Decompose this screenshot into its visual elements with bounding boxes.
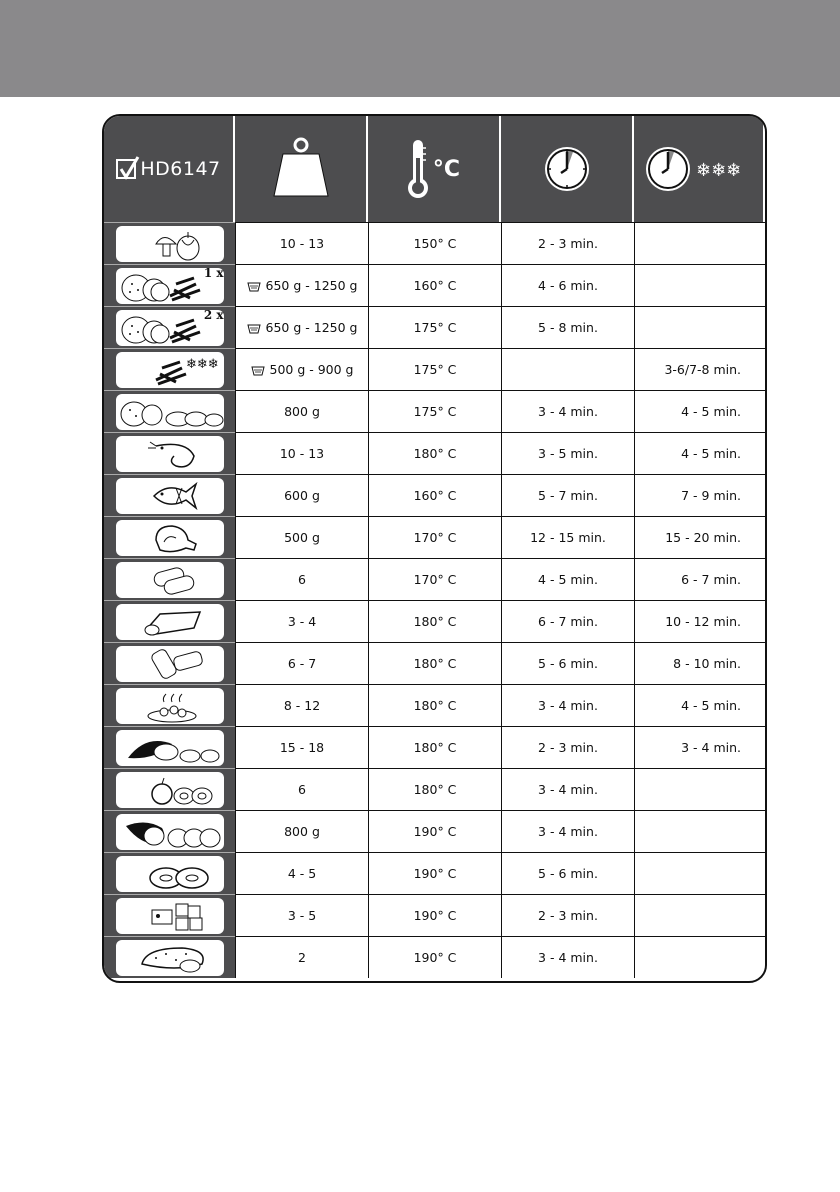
meat-roll-icon (116, 604, 224, 640)
amount-cell-text: 10 - 13 (279, 446, 325, 461)
cheese-cubes-icon (116, 898, 224, 934)
time-cell (501, 390, 634, 432)
time-cell-text: 3 - 4 min. (538, 698, 598, 713)
amount-cell-text: 6 - 7 (287, 656, 317, 671)
basket-icon (251, 364, 265, 376)
temperature-cell-text: 150° C (413, 236, 457, 251)
food-icon-cell (104, 432, 235, 474)
food-icon-cell (104, 306, 235, 348)
amount-cell (235, 684, 368, 726)
amount-cell-text: 650 g - 1250 g (265, 278, 358, 293)
frozen-time-cell-text: 3 - 4 min. (681, 740, 741, 755)
food-icon-cell (104, 516, 235, 558)
table-grid (104, 116, 765, 981)
eggplant-slices-icon (116, 814, 224, 850)
temperature-cell (368, 894, 501, 936)
food-icon-cell (104, 642, 235, 684)
temperature-cell (368, 516, 501, 558)
time-cell (501, 936, 634, 978)
frozen-time-cell-text: 8 - 10 min. (673, 656, 741, 671)
food-icon-cell (104, 894, 235, 936)
amount-cell-text: 650 g - 1250 g (265, 320, 358, 335)
temperature-cell-text: 190° C (413, 866, 457, 881)
amount-cell (235, 810, 368, 852)
frozen-time-cell-text: 4 - 5 min. (681, 404, 741, 419)
temperature-cell (368, 348, 501, 390)
temperature-cell (368, 768, 501, 810)
time-cell (501, 852, 634, 894)
food-icon-cell (104, 264, 235, 306)
time-cell-text: 3 - 4 min. (538, 404, 598, 419)
food-icon-cell (104, 684, 235, 726)
food-icon-cell (104, 390, 235, 432)
amount-cell (235, 600, 368, 642)
basket-icon (247, 322, 261, 334)
temperature-cell-text: 160° C (413, 278, 457, 293)
model-number: HD6147 (140, 158, 221, 180)
breaded-fillet-icon (116, 940, 224, 976)
food-icon-cell (104, 768, 235, 810)
frozen-time-cell-text: 4 - 5 min. (681, 698, 741, 713)
time-cell (501, 810, 634, 852)
potatoes-fries-icon (116, 265, 224, 304)
time-cell-text: 5 - 6 min. (538, 866, 598, 881)
thermometer-icon (407, 138, 429, 200)
temperature-cell (368, 642, 501, 684)
amount-cell (235, 852, 368, 894)
croquettes-icon (116, 562, 224, 598)
time-cell (501, 726, 634, 768)
onion-rings-icon (116, 856, 224, 892)
header-band (0, 0, 840, 97)
temperature-cell-text: 160° C (413, 488, 457, 503)
temperature-cell-text: 180° C (413, 740, 457, 755)
time-cell (501, 894, 634, 936)
batch-badge: 1 x (203, 265, 224, 280)
temperature-cell-text: 190° C (413, 824, 457, 839)
amount-cell-text: 3 - 5 (287, 908, 317, 923)
amount-cell-text: 2 (298, 950, 306, 965)
clock-icon (543, 145, 591, 193)
amount-cell-text: 10 - 13 (279, 236, 325, 251)
temperature-cell-text: 180° C (413, 614, 457, 629)
temperature-cell-text: 180° C (413, 698, 457, 713)
temperature-cell (368, 810, 501, 852)
temperature-header (368, 116, 501, 222)
frozen-time-cell (634, 600, 765, 642)
potatoes-fries-icon (116, 307, 224, 346)
svg-text:❄❄❄: ❄❄❄ (185, 356, 219, 372)
time-cell-text: 2 - 3 min. (538, 908, 598, 923)
amount-cell (235, 642, 368, 684)
time-cell-text: 4 - 6 min. (538, 278, 598, 293)
temperature-cell-text: 175° C (413, 404, 457, 419)
frozen-time-cell (634, 894, 765, 936)
amount-cell (235, 390, 368, 432)
food-icon-cell (104, 936, 235, 978)
food-icon-cell (104, 222, 235, 264)
amount-cell-text: 600 g (284, 488, 320, 503)
time-cell-text: 4 - 5 min. (538, 572, 598, 587)
temperature-cell-text: 170° C (413, 572, 457, 587)
time-cell (501, 516, 634, 558)
time-cell (501, 222, 634, 264)
amount-cell-text: 800 g (284, 404, 320, 419)
temperature-cell (368, 432, 501, 474)
temperature-cell (368, 558, 501, 600)
checkbox-icon (116, 159, 136, 179)
snack-plate-icon (116, 688, 224, 724)
temperature-cell-text: 180° C (413, 782, 457, 797)
frozen-time-cell (634, 768, 765, 810)
time-cell-text: 5 - 6 min. (538, 656, 598, 671)
amount-cell (235, 726, 368, 768)
temperature-cell-text: 170° C (413, 530, 457, 545)
food-icon-cell (104, 726, 235, 768)
amount-cell-text: 500 g (284, 530, 320, 545)
food-icon-cell (104, 558, 235, 600)
temperature-cell (368, 684, 501, 726)
amount-cell (235, 768, 368, 810)
amount-cell (235, 474, 368, 516)
time-cell-text: 3 - 4 min. (538, 824, 598, 839)
temperature-cell (368, 474, 501, 516)
time-cell (501, 348, 634, 390)
frozen-time-cell (634, 348, 765, 390)
time-cell-text: 5 - 8 min. (538, 320, 598, 335)
temperature-cell (368, 726, 501, 768)
weight-icon (270, 136, 332, 202)
amount-cell (235, 936, 368, 978)
amount-cell (235, 432, 368, 474)
frozen-time-cell (634, 264, 765, 306)
time-cell-text: 12 - 15 min. (530, 530, 606, 545)
time-cell-text: 5 - 7 min. (538, 488, 598, 503)
temperature-cell (368, 936, 501, 978)
food-icon-cell (104, 348, 235, 390)
time-cell (501, 684, 634, 726)
clock-frozen-icon (644, 145, 754, 193)
amount-cell (235, 516, 368, 558)
mushrooms-onion-icon (116, 226, 224, 262)
time-cell (501, 432, 634, 474)
frozen-time-cell-text: 10 - 12 min. (665, 614, 741, 629)
food-icon-cell (104, 852, 235, 894)
temperature-cell-text: 190° C (413, 908, 457, 923)
amount-cell-text: 3 - 4 (287, 614, 317, 629)
temperature-cell (368, 222, 501, 264)
amount-cell-text: 6 (298, 782, 306, 797)
time-cell-text: 3 - 4 min. (538, 782, 598, 797)
frozen-time-cell (634, 432, 765, 474)
frozen-fries-icon (116, 352, 224, 388)
frozen-time-cell-text: 15 - 20 min. (665, 530, 741, 545)
food-icon-cell (104, 600, 235, 642)
fish-icon (116, 478, 224, 514)
frozen-time-cell (634, 390, 765, 432)
frozen-time-cell (634, 558, 765, 600)
food-icon-cell (104, 810, 235, 852)
temperature-cell (368, 390, 501, 432)
chicken-icon (116, 520, 224, 556)
amount-cell (235, 894, 368, 936)
frozen-time-cell-text: 4 - 5 min. (681, 446, 741, 461)
temperature-cell-text: 175° C (413, 362, 457, 377)
amount-cell-text: 6 (298, 572, 306, 587)
time-cell (501, 306, 634, 348)
frozen-time-cell (634, 726, 765, 768)
amount-cell-text: 4 - 5 (287, 866, 317, 881)
mussels-icon (116, 730, 224, 766)
basket-icon (247, 280, 261, 292)
temperature-cell-text: 180° C (413, 656, 457, 671)
temperature-cell-text: 180° C (413, 446, 457, 461)
temperature-unit: °C (432, 156, 461, 182)
time-cell-text: 2 - 3 min. (538, 236, 598, 251)
temperature-cell (368, 852, 501, 894)
potato-slices-icon (116, 394, 224, 430)
time-cell (501, 264, 634, 306)
temperature-cell-text: 175° C (413, 320, 457, 335)
frozen-time-cell-text: 6 - 7 min. (681, 572, 741, 587)
time-cell-text: 3 - 4 min. (538, 950, 598, 965)
time-cell (501, 768, 634, 810)
time-cell (501, 474, 634, 516)
frozen-time-cell (634, 936, 765, 978)
time-header (501, 116, 634, 222)
time-cell (501, 600, 634, 642)
time-cell (501, 558, 634, 600)
shrimp-icon (116, 436, 224, 472)
amount-cell (235, 348, 368, 390)
time-cell (501, 642, 634, 684)
temperature-cell (368, 600, 501, 642)
temperature-cell-text: 190° C (413, 950, 457, 965)
batch-badge: 2 x (203, 307, 224, 322)
amount-cell-text: 15 - 18 (279, 740, 325, 755)
food-icon-cell (104, 474, 235, 516)
amount-cell-text: 800 g (284, 824, 320, 839)
frozen-time-cell (634, 810, 765, 852)
spring-rolls-icon (116, 646, 224, 682)
amount-cell-text: 8 - 12 (283, 698, 321, 713)
svg-text:❄❄❄: ❄❄❄ (695, 160, 741, 181)
frozen-time-cell (634, 306, 765, 348)
amount-cell (235, 264, 368, 306)
temperature-cell (368, 264, 501, 306)
frozen-time-cell (634, 516, 765, 558)
amount-header (235, 116, 368, 222)
time-cell-text: 6 - 7 min. (538, 614, 598, 629)
frozen-time-cell-text: 3-6/7-8 min. (664, 362, 741, 377)
apple-rings-icon (116, 772, 224, 808)
time-cell-text: 3 - 5 min. (538, 446, 598, 461)
amount-cell (235, 558, 368, 600)
amount-cell (235, 306, 368, 348)
model-header (104, 116, 235, 222)
amount-cell (235, 222, 368, 264)
time-cell-text: 2 - 3 min. (538, 740, 598, 755)
temperature-cell (368, 306, 501, 348)
frozen-time-cell-text: 7 - 9 min. (681, 488, 741, 503)
frozen-time-cell (634, 684, 765, 726)
frozen-time-cell (634, 852, 765, 894)
frozen-time-cell (634, 222, 765, 264)
frozen-time-cell (634, 642, 765, 684)
frozen-time-header (634, 116, 765, 222)
frozen-time-cell (634, 474, 765, 516)
frying-table (102, 114, 767, 983)
amount-cell-text: 500 g - 900 g (269, 362, 354, 377)
